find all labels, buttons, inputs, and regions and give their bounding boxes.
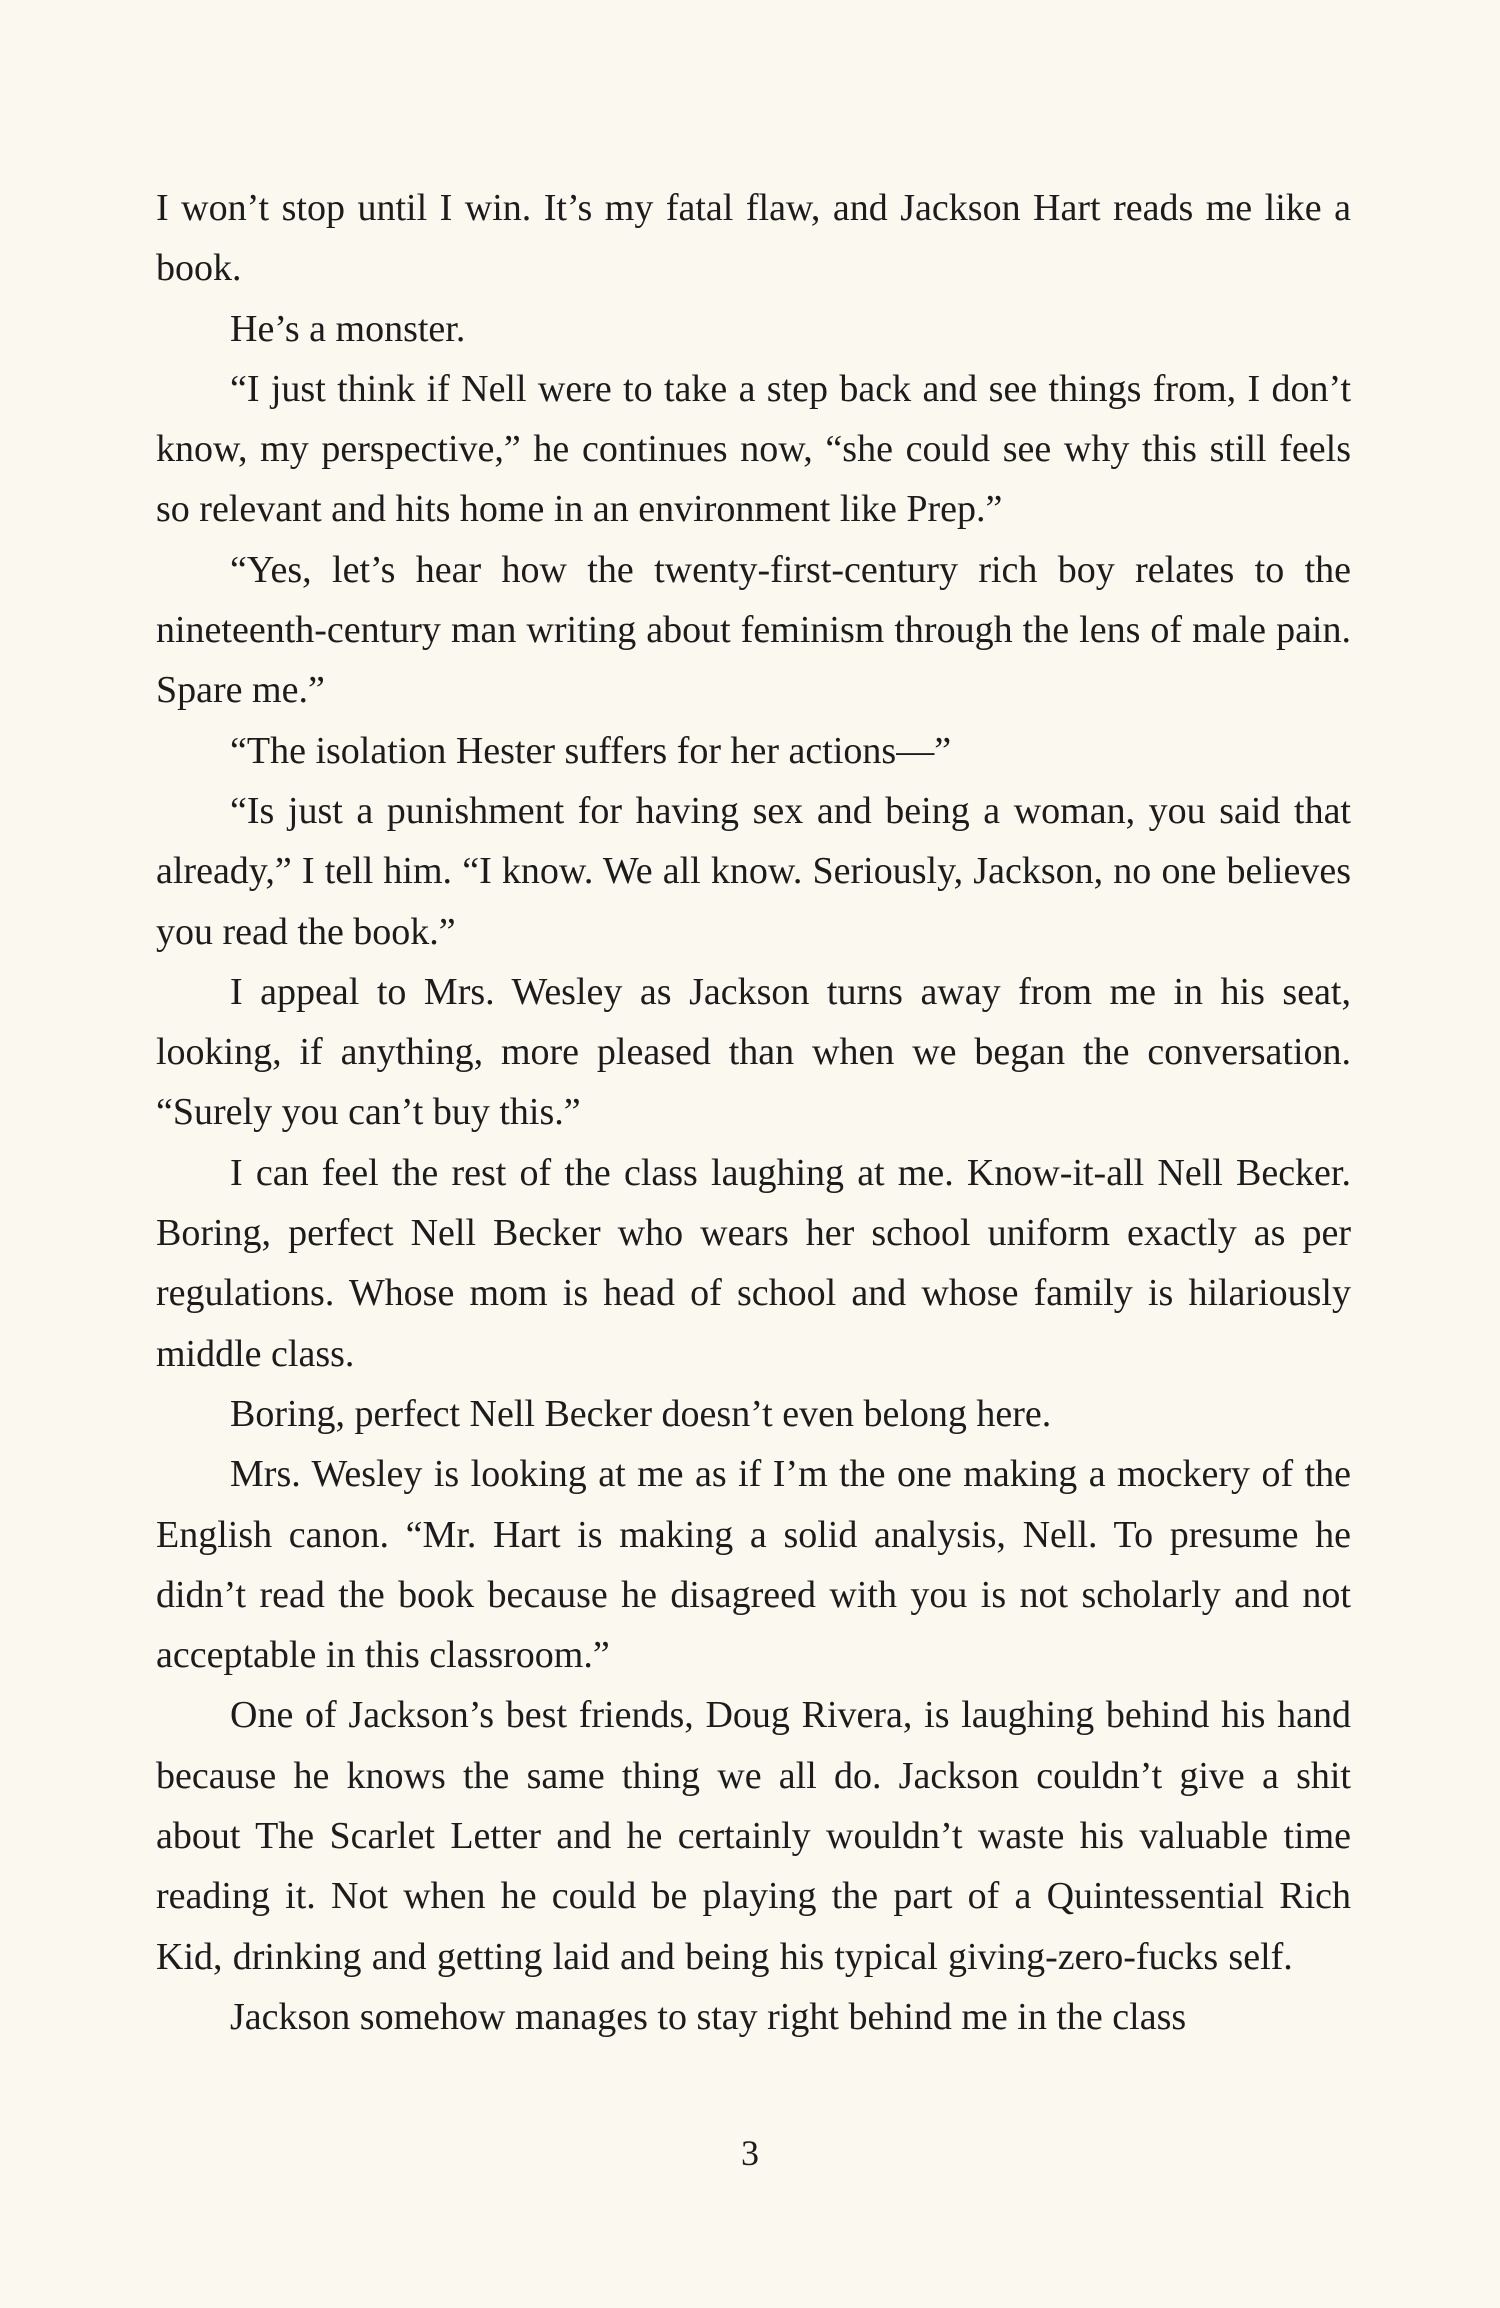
paragraph: I appeal to Mrs. Wesley as Jackson turns away from me in his seat, looking, if anything, more pleased than when we began the conversation. “Surely you can’t buy this.” xyxy=(156,970,1351,1134)
paragraph: Boring, perfect Nell Becker doesn’t even belong here. xyxy=(230,1392,1052,1435)
paragraph: One of Jackson’s best friends, Doug Rivera, is laughing behind his hand because he knows the same thing we all do. Jackson couldn’t give a shit about The Scarlet Letter and he certainly wouldn’t waste his valuable time reading it. Not when he could be playing the part of a Quintessential Rich Kid, drinking and getting laid and being his typical giving-zero-fucks self. xyxy=(156,1694,1351,1978)
paragraph: I can feel the rest of the class laughing at me. Know-it-all Nell Becker. Boring, perfect Nell Becker who wears her school uniform exactly as per regulations. Whose mom is head of school and whose family is hilariously middle class. xyxy=(156,1151,1351,1375)
paragraph: He’s a monster. xyxy=(230,307,466,350)
paragraph: I won’t stop until I win. It’s my fatal flaw, and Jackson Hart reads me like a book. xyxy=(156,187,1351,290)
paragraph: “Yes, let’s hear how the twenty-first-century rich boy relates to the nineteenth-century man writing about feminism through the lens of male pain. Spare me.” xyxy=(156,548,1351,712)
paragraph: “Is just a punishment for having sex and being a woman, you said that already,” I tell him. “I know. We all know. Seriously, Jackson, no one believes you read the book.” xyxy=(156,789,1351,953)
paragraph: “I just think if Nell were to take a step back and see things from, I don’t know, my perspective,” he continues now, “she could see why this still feels so relevant and hits home in an environment like Prep.” xyxy=(156,367,1351,531)
paragraph: “The isolation Hester suffers for her actions—” xyxy=(230,729,952,772)
page-number: 3 xyxy=(741,2133,759,2173)
body-text xyxy=(156,178,1351,2047)
paragraph: Jackson somehow manages to stay right behind me in the class xyxy=(230,1995,1187,2038)
paragraph: Mrs. Wesley is looking at me as if I’m the one making a mockery of the English canon. “Mr. Hart is making a solid analysis, Nell. To presume he didn’t read the book because he disagreed with you is not scholarly and not acceptable in this classroom.” xyxy=(156,1453,1351,1677)
